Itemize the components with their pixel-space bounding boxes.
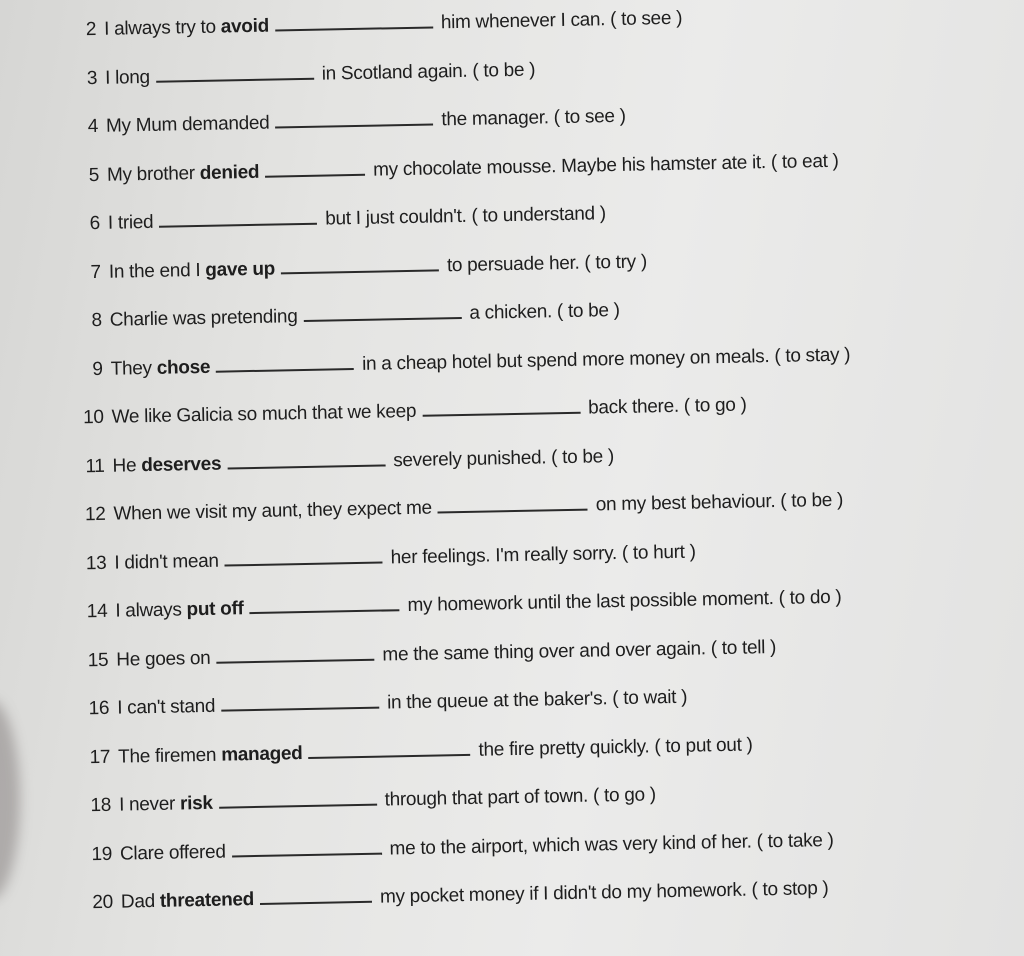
sentence-start: [104, 16, 269, 41]
answer-blank[interactable]: [219, 803, 377, 809]
sentence-end: but I just couldn't. ( to understand ): [325, 203, 607, 230]
sentence-start: [108, 212, 154, 235]
sentence-start-text: Dad: [120, 890, 161, 913]
answer-blank[interactable]: [227, 463, 385, 469]
answer-blank[interactable]: [265, 172, 365, 177]
sentence-end: back there. ( to go ): [587, 394, 747, 419]
sentence-start: [115, 598, 244, 622]
sentence-start-text: I didn't mean: [114, 550, 219, 574]
sentence-start-text: I always: [115, 599, 187, 622]
keyword-verb: avoid: [220, 15, 270, 38]
sentence-start-text: I always try to: [103, 16, 221, 40]
answer-blank[interactable]: [217, 657, 375, 663]
sentence-start-text: He: [112, 454, 142, 477]
answer-blank[interactable]: [221, 706, 379, 712]
sentence-end: her feelings. I'm really sorry. ( to hurt ): [390, 541, 696, 568]
sentence-end: my chocolate mousse. Maybe his hamster ate it. ( to eat ): [372, 150, 839, 181]
sentence-start-text: We like Galicia so much that we keep: [111, 400, 417, 428]
exercise-number: 8: [91, 309, 102, 332]
sentence-start-text: They: [110, 357, 157, 380]
exercise-number: 3: [86, 67, 98, 89]
exercise-number: 5: [88, 164, 100, 186]
sentence-start: [120, 841, 226, 865]
exercise-number: 20: [92, 891, 114, 914]
exercise-number: 19: [91, 843, 113, 865]
sentence-start-text: He goes on: [116, 647, 211, 671]
exercise-number: 6: [89, 212, 101, 235]
sentence-start: [117, 696, 215, 720]
sentence-start: [113, 498, 432, 526]
keyword-verb: denied: [199, 161, 260, 184]
exercise-number: 14: [86, 600, 108, 623]
sentence-start: [110, 306, 298, 332]
sentence-end: my homework until the last possible moment. ( to do ): [407, 586, 842, 617]
exercise-number: 4: [87, 115, 99, 138]
exercise-number: 9: [92, 358, 103, 380]
exercise-number: 17: [89, 746, 111, 768]
sentence-start-text: In the end I: [108, 259, 206, 283]
sentence-end: my pocket money if I didn't do my homework. ( to stop ): [379, 878, 829, 908]
sentence-end: to persuade her. ( to try ): [446, 250, 648, 276]
sentence-start: [107, 161, 260, 186]
sentence-start: [114, 550, 219, 574]
sentence-start-text: I tried: [107, 211, 154, 234]
sentence-start: [116, 647, 211, 671]
exercise-number: 13: [85, 552, 107, 574]
keyword-verb: managed: [220, 742, 303, 766]
sentence-start: [111, 356, 211, 380]
answer-blank[interactable]: [159, 222, 317, 228]
sentence-start: [111, 401, 416, 429]
exercise-number: 7: [90, 261, 102, 283]
sentence-start-text: I can't stand: [117, 695, 216, 719]
finger-shadow: [0, 700, 20, 900]
answer-blank[interactable]: [438, 508, 588, 514]
answer-blank[interactable]: [216, 367, 354, 373]
answer-blank[interactable]: [275, 25, 433, 31]
answer-blank[interactable]: [156, 76, 314, 82]
sentence-end: through that part of town. ( to go ): [384, 784, 656, 811]
exercise-number: 15: [87, 649, 109, 671]
keyword-verb: threatened: [159, 889, 255, 912]
sentence-start-text: Clare offered: [119, 841, 226, 865]
exercise-number: 16: [88, 697, 110, 720]
answer-blank[interactable]: [281, 268, 439, 274]
sentence-start-text: Charlie was pretending: [109, 306, 298, 331]
keyword-verb: gave up: [205, 258, 276, 281]
answer-blank[interactable]: [250, 608, 400, 614]
answer-blank[interactable]: [260, 900, 372, 905]
answer-blank[interactable]: [225, 560, 383, 566]
sentence-start-text: My Mum demanded: [105, 112, 270, 137]
sentence-end: the fire pretty quickly. ( to put out ): [478, 733, 753, 761]
exercise-number: 10: [82, 406, 104, 429]
keyword-verb: chose: [156, 356, 211, 379]
exercise-number: 18: [90, 794, 112, 817]
sentence-start-text: I long: [104, 66, 151, 89]
exercise-number: 2: [85, 18, 97, 41]
answer-blank[interactable]: [232, 851, 382, 857]
exercise-list: [40, 1, 1024, 941]
exercise-number: 12: [84, 503, 106, 526]
sentence-end: the manager. ( to see ): [441, 105, 626, 131]
sentence-start: [112, 453, 221, 477]
sentence-start: [106, 113, 270, 138]
keyword-verb: put off: [186, 598, 244, 621]
sentence-start: [118, 743, 303, 769]
sentence-start: [109, 258, 276, 283]
sentence-end: a chicken. ( to be ): [469, 299, 620, 324]
sentence-end: me the same thing over and over again. ( to tell ): [382, 636, 777, 666]
answer-blank[interactable]: [275, 122, 433, 128]
sentence-start-text: I never: [118, 793, 181, 816]
answer-blank[interactable]: [304, 316, 462, 322]
sentence-start: [119, 793, 213, 817]
keyword-verb: risk: [179, 792, 213, 815]
sentence-end: severely punished. ( to be ): [393, 445, 615, 471]
sentence-start-text: The firemen: [117, 744, 222, 768]
sentence-end: him whenever I can. ( to see ): [440, 7, 683, 34]
exercise-number: 11: [85, 455, 105, 477]
sentence-end: on my best behaviour. ( to be ): [595, 489, 844, 516]
keyword-verb: deserves: [141, 453, 222, 476]
sentence-end: in Scotland again. ( to be ): [321, 59, 536, 85]
sentence-end: in the queue at the baker's. ( to wait ): [386, 686, 688, 714]
sentence-start: [105, 66, 150, 89]
sentence-end: in a cheap hotel but spend more money on meals. ( to stay ): [361, 344, 851, 375]
sentence-end: me to the airport, which was very kind of her. ( to take ): [389, 829, 834, 859]
sentence-start-text: When we visit my aunt, they expect me: [113, 497, 433, 525]
sentence-start: [121, 889, 254, 914]
answer-blank[interactable]: [309, 752, 471, 758]
answer-blank[interactable]: [422, 411, 580, 417]
sentence-start-text: My brother: [106, 162, 200, 186]
